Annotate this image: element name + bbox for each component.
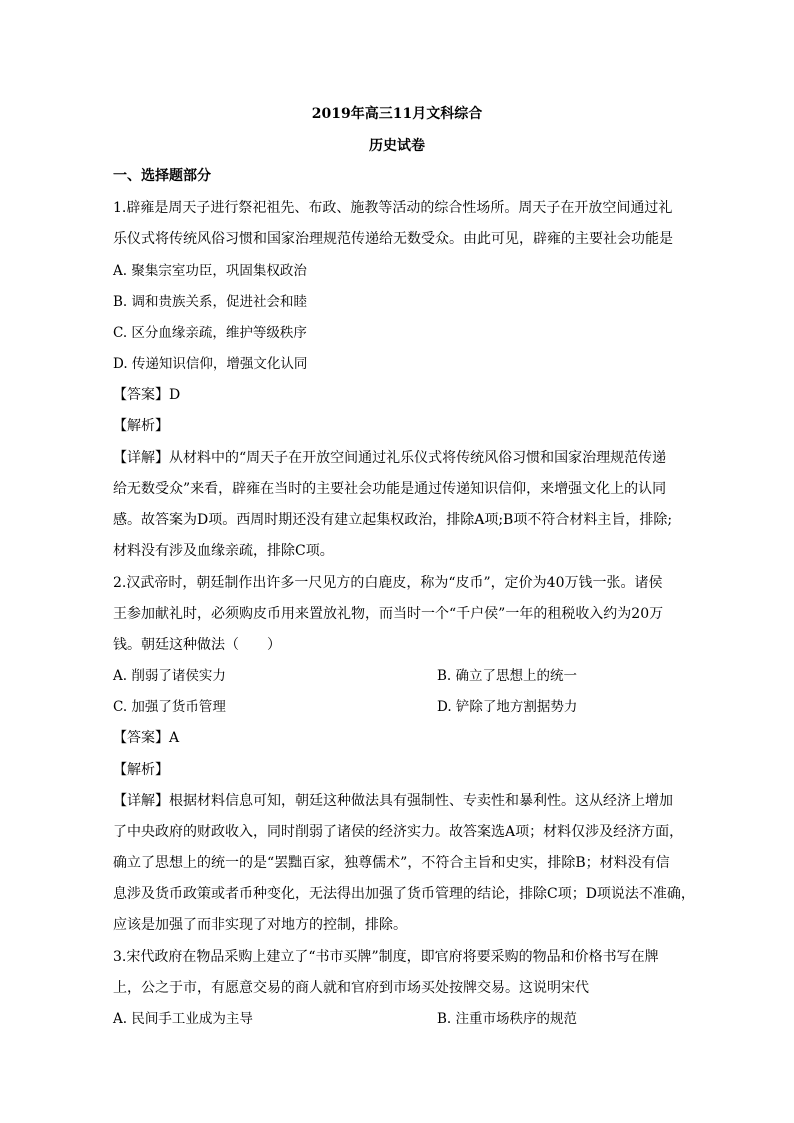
q3-stem-line: 3.宋代政府在物品采购上建立了“书市买牌”制度，即官府将要采购的物品和价格书写在牌	[113, 949, 659, 965]
q2-detail-line: 【详解】根据材料信息可知，朝廷这种做法具有强制性、专卖性和暴利性。这从经济上增加	[113, 793, 673, 809]
q1-stem-line: 乐仪式将传统风俗习惯和国家治理规范传递给无数受众。由此可见，辟雍的主要社会功能是	[113, 231, 673, 247]
q2-option-c: C. 加强了货币管理	[113, 699, 226, 715]
q1-analysis-label: 【解析】	[113, 418, 169, 434]
q2-stem-line: 2.汉武帝时，朝廷制作出许多一尺见方的白鹿皮，称为“皮币”，定价为40万钱一张。诸侯	[113, 575, 663, 591]
q1-option-d: D. 传递知识信仰，增强文化认同	[113, 356, 308, 372]
q2-stem-line: 王参加献礼时，必须购皮币用来置放礼物，而当时一个“千户侯”一年的租税收入约为20万	[113, 606, 664, 622]
q2-analysis-label: 【解析】	[113, 762, 169, 778]
q2-detail-line: 息涉及货币政策或者币种变化，无法得出加强了货币管理的结论，排除C项；D项说法不准确，	[113, 886, 695, 902]
q2-stem-line: 钱。朝廷这种做法（ ）	[113, 637, 281, 653]
q2-option-a: A. 削弱了诸侯实力	[113, 668, 226, 684]
section-heading: 一、选择题部分	[113, 168, 211, 184]
q1-detail-line: 【详解】从材料中的“周天子在开放空间通过礼乐仪式将传统风俗习惯和国家治理规范传递	[113, 450, 667, 466]
q2-option-b: B. 确立了思想上的统一	[437, 668, 578, 684]
q3-stem-line: 上，公之于市，有愿意交易的商人就和官府到市场买处按牌交易。这说明宋代	[113, 980, 589, 996]
q2-answer: 【答案】A	[113, 730, 180, 746]
q2-detail-line: 确立了思想上的统一的是“罢黜百家，独尊儒术”，不符合主旨和史实，排除B；材料没有信	[113, 855, 670, 871]
document-title: 2019年高三11月文科综合	[311, 106, 483, 122]
q1-answer: 【答案】D	[113, 387, 181, 403]
q2-detail-line: 了中央政府的财政收入，同时削弱了诸侯的经济实力。故答案选A项；材料仅涉及经济方面，	[113, 824, 684, 840]
q2-option-d: D. 铲除了地方割据势力	[437, 699, 578, 715]
q3-option-a: A. 民间手工业成为主导	[113, 1011, 253, 1027]
q1-option-b: B. 调和贵族关系，促进社会和睦	[113, 294, 308, 310]
q2-detail-line: 应该是加强了而非实现了对地方的控制，排除。	[113, 917, 407, 933]
q1-detail-line: 感。故答案为D项。西周时期还没有建立起集权政治，排除A项;B项不符合材料主旨，排除;	[113, 512, 673, 528]
q1-detail-line: 材料没有涉及血缘亲疏，排除C项。	[113, 543, 334, 559]
q1-detail-line: 给无数受众”来看，辟雍在当时的主要社会功能是通过传递知识信仰，来增强文化上的认同	[113, 481, 667, 497]
q1-option-c: C. 区分血缘亲疏，维护等级秩序	[113, 325, 307, 341]
q1-option-a: A. 聚集宗室功臣，巩固集权政治	[113, 263, 307, 279]
q3-option-b: B. 注重市场秩序的规范	[437, 1011, 578, 1027]
q1-stem-line: 1.辟雍是周天子进行祭祀祖先、布政、施教等活动的综合性场所。周天子在开放空间通过礼	[113, 200, 673, 216]
document-subtitle: 历史试卷	[369, 138, 425, 154]
